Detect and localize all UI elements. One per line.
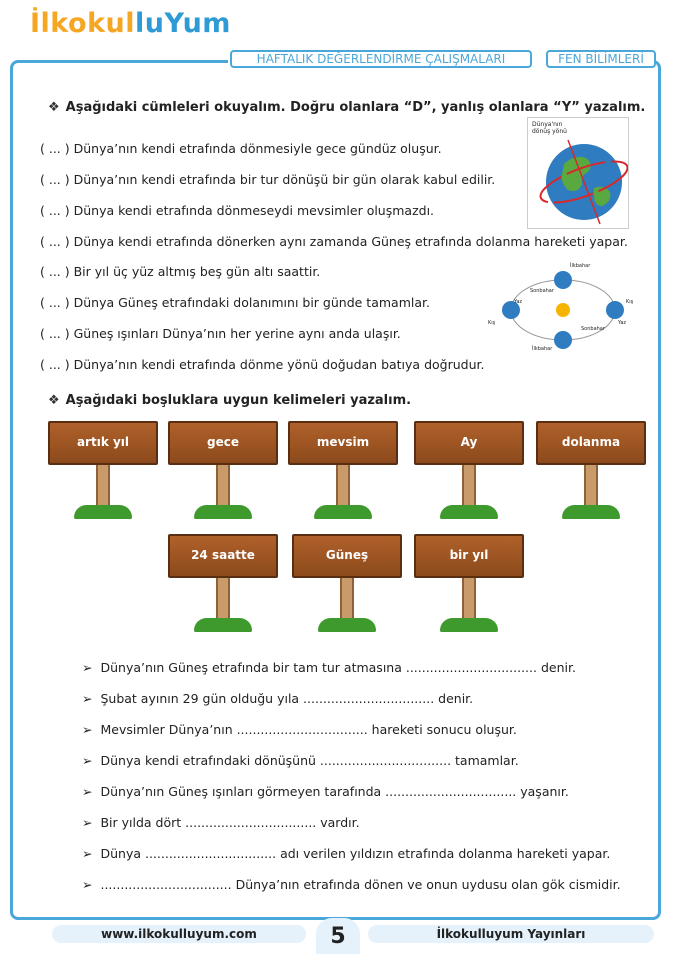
sign-label: Ay: [460, 435, 478, 449]
section1-instruction: ❖ Aşağıdaki cümleleri okuyalım. Doğru olanlara “D”, yanlış olanlara “Y” yazalım.: [48, 100, 646, 115]
sign-label: 24 saatte: [191, 548, 255, 562]
sign-label: gece: [207, 435, 239, 449]
orbit-label-right2: Yaz: [618, 320, 627, 326]
statement-4: ( ... ) Dünya kendi etrafında dönerken aynı zamanda Güneş etrafında dolanma hareketi yapar.: [40, 234, 628, 249]
arrow-icon: ➢: [82, 846, 93, 861]
statement-8: ( ... ) Dünya’nın kendi etrafında dönme yönü doğudan batıya doğrudur.: [40, 357, 485, 372]
fill-sentence-6: ➢ Bir yılda dört ................................. vardır.: [82, 815, 360, 830]
arrow-icon: ➢: [82, 691, 93, 706]
statement-1: ( ... ) Dünya’nın kendi etrafında dönmesiyle gece gündüz oluşur.: [40, 141, 442, 156]
website-link[interactable]: www.ilkokulluyum.com: [52, 925, 306, 943]
fill-sentence-7: ➢ Dünya ................................. adı verilen yıldızın etrafında dolanma hareketi yapar.: [82, 846, 611, 861]
diamond-icon: ❖: [48, 393, 60, 408]
arrow-icon: ➢: [82, 877, 93, 892]
worksheet-title: HAFTALIK DEĞERLENDİRME ÇALIŞMALARI: [230, 50, 532, 68]
statement-6: ( ... ) Dünya Güneş etrafındaki dolanımını bir günde tamamlar.: [40, 295, 430, 310]
arrow-icon: ➢: [82, 660, 93, 675]
statement-3: ( ... ) Dünya kendi etrafında dönmeseydi mevsimler oluşmazdı.: [40, 203, 435, 218]
word-sign: [48, 421, 158, 521]
fill-sentence-3: ➢ Mevsimler Dünya’nın ................................. hareketi sonucu oluşur.: [82, 722, 517, 737]
logo: [30, 8, 231, 39]
orbit-diagram-icon: [488, 262, 638, 352]
arrow-icon: ➢: [82, 753, 93, 768]
word-sign: [536, 421, 646, 521]
arrow-icon: ➢: [82, 722, 93, 737]
arrow-icon: ➢: [82, 815, 93, 830]
fill-sentence-1: ➢ Dünya’nın Güneş etrafında bir tam tur atmasına ................................. denir.: [82, 660, 576, 675]
fill-sentence-8: ➢ ................................. Dünya’nın etrafında dönen ve onun uydusu olan gök cismidir.: [82, 877, 621, 892]
globe-caption: Dünya'nın dönüş yönü: [532, 121, 567, 135]
orbit-label-bottom2: İlkbahar: [532, 346, 553, 352]
subject-label: FEN BİLİMLERİ: [546, 50, 656, 68]
orbit-label-left: Sonbahar: [530, 288, 554, 294]
publisher-label: İlkokulluyum Yayınları: [368, 925, 654, 943]
orbit-label-leftmost: Kış: [488, 320, 496, 326]
word-sign: [288, 421, 398, 521]
logo-part2: luYum: [135, 8, 231, 39]
word-sign: [414, 534, 524, 634]
orbit-label-top: İlkbahar: [570, 263, 591, 269]
arrow-icon: ➢: [82, 784, 93, 799]
statement-5: ( ... ) Bir yıl üç yüz altmış beş gün altı saattir.: [40, 264, 321, 279]
globe-icon: [528, 118, 628, 228]
sign-label: Güneş: [325, 548, 369, 562]
fill-sentence-4: ➢ Dünya kendi etrafındaki dönüşünü ................................. tamamlar.: [82, 753, 519, 768]
sign-label: dolanma: [561, 435, 621, 449]
page-number: 5: [316, 918, 360, 954]
orbit-label-bottom: Sonbahar: [581, 326, 605, 332]
orbit-label-left2: Yaz: [514, 299, 523, 305]
sign-label: bir yıl: [449, 548, 489, 562]
word-sign: [168, 534, 278, 634]
fill-sentence-5: ➢ Dünya’nın Güneş ışınları görmeyen tarafında ................................. yaşanır.: [82, 784, 569, 799]
statement-7: ( ... ) Güneş ışınları Dünya’nın her yerine aynı anda ulaşır.: [40, 326, 401, 341]
sign-label: mevsim: [316, 435, 370, 449]
orbit-label-right: Kış: [626, 299, 634, 305]
sign-label: artık yıl: [76, 435, 130, 449]
section2-instruction: ❖ Aşağıdaki boşluklara uygun kelimeleri yazalım.: [48, 393, 412, 408]
statement-2: ( ... ) Dünya’nın kendi etrafında bir tur dönüşü bir gün olarak kabul edilir.: [40, 172, 496, 187]
seasons-orbit-image: [488, 262, 638, 352]
word-sign: [292, 534, 402, 634]
diamond-icon: ❖: [48, 100, 60, 115]
earth-rotation-image: [527, 117, 629, 229]
word-sign: [414, 421, 524, 521]
logo-part1: İlkokul: [30, 8, 136, 39]
fill-sentence-2: ➢ Şubat ayının 29 gün olduğu yıla ................................. denir.: [82, 691, 474, 706]
word-sign: [168, 421, 278, 521]
